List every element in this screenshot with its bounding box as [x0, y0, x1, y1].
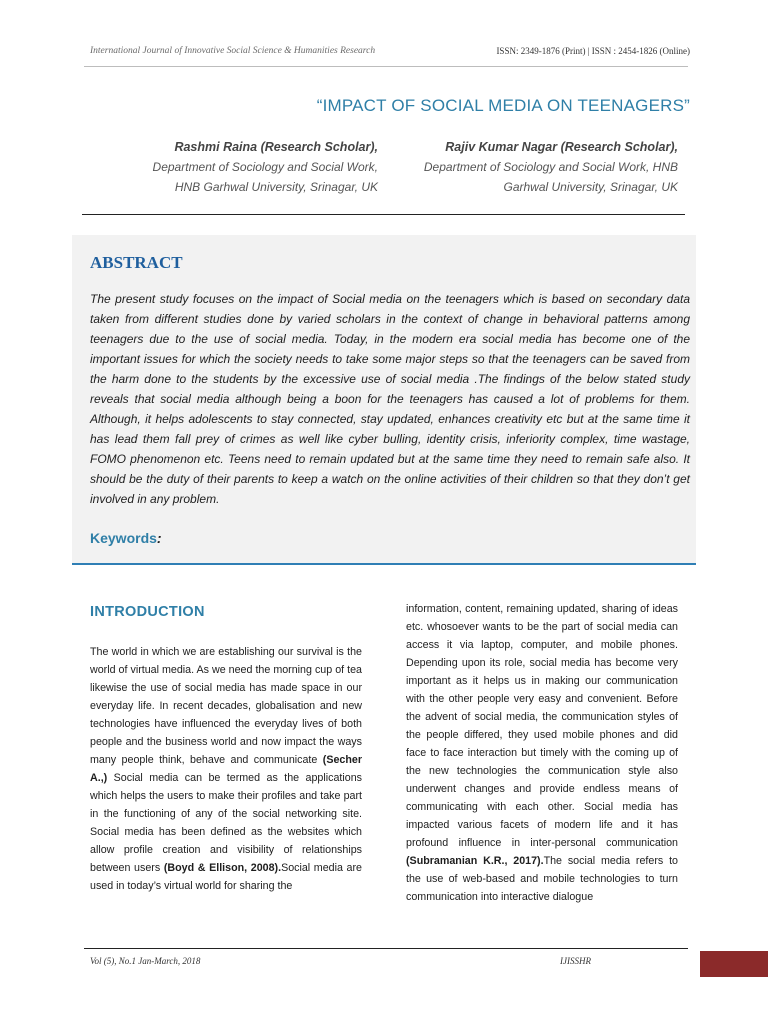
abstract-heading: ABSTRACT	[90, 253, 183, 272]
author-name: Rajiv Kumar Nagar (Research Scholar),	[445, 140, 678, 154]
keywords-colon: :	[156, 530, 162, 546]
running-header	[90, 46, 690, 60]
body-column-left	[90, 643, 362, 895]
introduction-heading: INTRODUCTION	[90, 604, 205, 620]
paragraph-text: The social media refers to the use of web-based and mobile technologies to turn communication into interactive dialogue	[406, 855, 678, 903]
paragraph-text: information, content, remaining updated, sharing of ideas etc. whosoever wants to be the part of social media can access it via laptop, computer, and mobile phones. Depending upon its role, social media has become very important as it helps us in making our communication with the other people very easy and convenient. Before the advent of social media, the communication styles of the people differed, they used mobile phones and did face to face interaction but timely with the coming up of the new technologies the communication style also underwent changes and provide endless means of communicating with each other. Social media has impacted various facets of modern life and it has profound influence in inter-personal communication	[406, 603, 678, 849]
issn: ISSN: 2349-1876 (Print) | ISSN : 2454-1826 (Online)	[496, 46, 690, 56]
author-block-2	[378, 137, 678, 197]
paper-title: “IMPACT OF SOCIAL MEDIA ON TEENAGERS”	[316, 96, 690, 115]
header-divider	[84, 66, 688, 67]
footer-journal-abbr: IJISSHR	[560, 956, 591, 966]
paragraph-text: The world in which we are establishing our survival is the world of virtual media. As we need the morning cup of tea likewise the use of social media has made space in our everyday life. In recent decades, globalisation and new technologies have influenced the everyday lives of both people and the business world and now impact the ways many people think, behave and communicate	[90, 646, 362, 766]
citation: (Secher A.,)	[90, 754, 362, 784]
citation: (Subramanian K.R., 2017).	[406, 855, 544, 867]
author-department: Department of Sociology and Social Work,	[152, 160, 378, 174]
paragraph-text: Social media are used in today’s virtual world for sharing the	[90, 862, 363, 892]
journal-name: International Journal of Innovative Social Science & Humanities Research	[90, 46, 376, 56]
author-divider	[82, 214, 685, 215]
author-department: Department of Sociology and Social Work, HNB	[423, 160, 678, 174]
author-block-1	[78, 137, 378, 197]
footer-divider	[84, 948, 688, 949]
author-university: HNB Garhwal University, Srinagar, UK	[174, 180, 378, 194]
keywords-text: Keywords	[90, 530, 157, 546]
footer-volume: Vol (5), No.1 Jan-March, 2018	[90, 956, 201, 966]
citation: (Boyd & Ellison, 2008).	[163, 862, 282, 874]
abstract-text: The present study focuses on the impact of Social media on the teenagers which is based on secondary data taken from different studies done by varied scholars in the context of change in behavioral patterns among teenagers due to the use of social media. Today, in the modern era social media has become one of the important issues for which the society needs to take some major steps so that the teenagers can be saved from the harm done to the students by the excessive use of social media .The findings of the below stated study reveals that social media although being a boon for the teenagers has caused a lot of problems for them. Although, it helps adolescents to stay connected, stay updated, enhances creativity etc but at the same time it has lead them fall prey of crimes as well like cyber bulling, identity crisis, inferiority complex, time wastage, FOMO phenomenon etc. Teens need to remain updated but at the same time they need to remain safe also. It should be the duty of their parents to keep a watch on the online activities of their children so that they don’t get involved in any problem.	[90, 292, 690, 506]
keywords-label	[90, 530, 162, 546]
author-name: Rashmi Raina (Research Scholar),	[174, 140, 378, 154]
footer-accent-bar	[700, 951, 768, 977]
paragraph-text: Social media can be termed as the applications which helps the users to make their profiles and take part in the functioning of any of the social networking site. Social media has been defined as the websites which allow profile creation and visibility of relationships between users	[90, 772, 362, 874]
body-column-right	[406, 600, 678, 906]
author-university: Garhwal University, Srinagar, UK	[503, 180, 678, 194]
